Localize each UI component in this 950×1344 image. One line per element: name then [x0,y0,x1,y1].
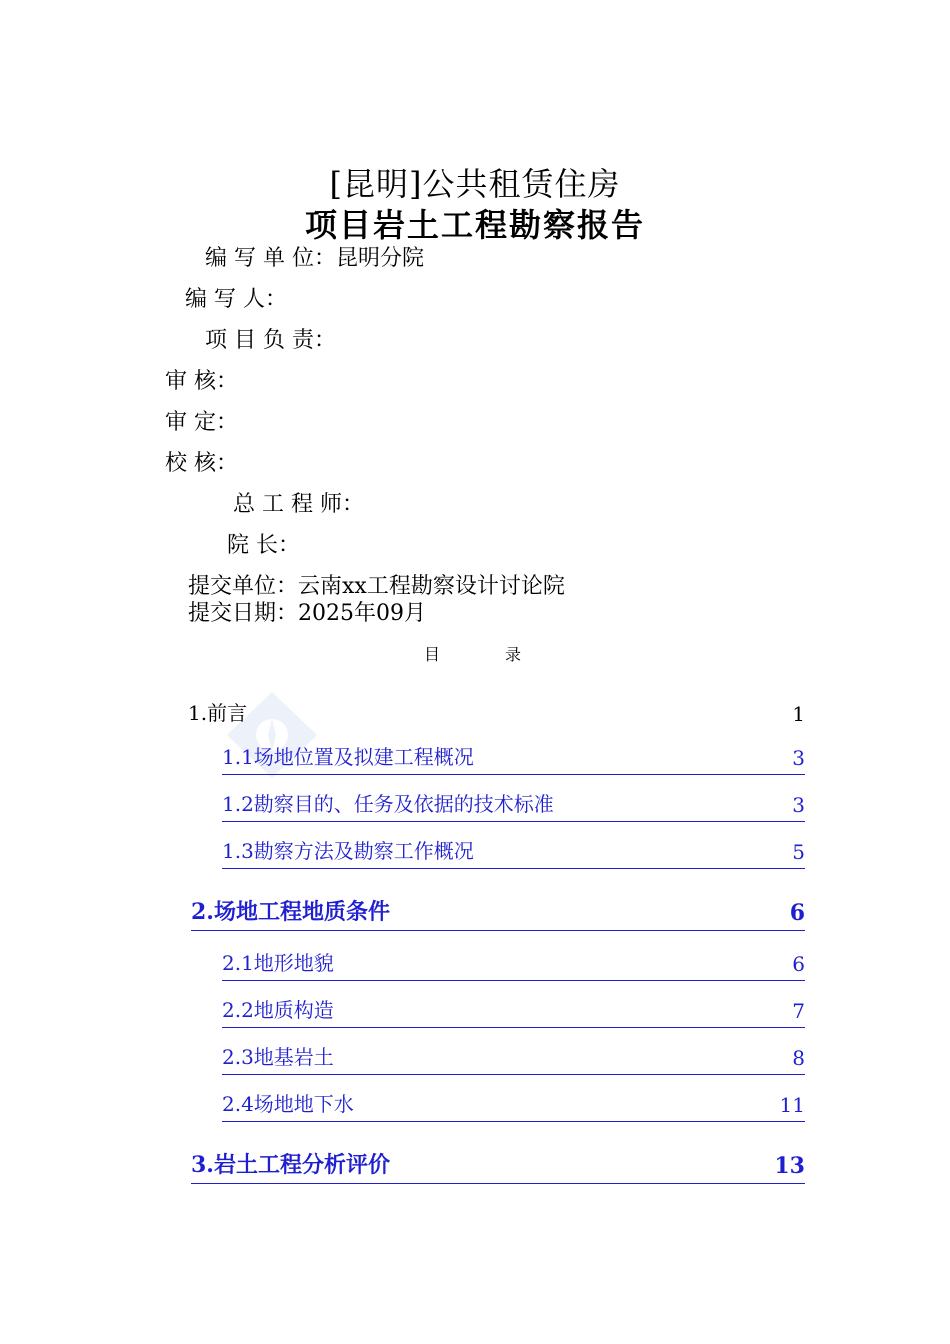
toc-entry-text: 3.岩土工程分析评价 [191,1152,390,1178]
title-line-2: 项目岩土工程勘察报告 [304,206,645,244]
toc-entry-page: 11 [779,1093,805,1117]
president-field: 院 长： [227,533,300,558]
toc-entry-text: 2.场地工程地质条件 [191,899,390,925]
toc-entry-text: 1.3勘察方法及勘察工作概况 [222,839,474,863]
toc-entry-1-2[interactable] [222,791,805,822]
author-field: 编 写 人： [185,287,287,312]
toc-entry-page: 7 [792,999,805,1023]
toc-entry-page: 1 [792,702,805,726]
toc-entry-preface[interactable] [188,700,805,730]
toc-entry-text: 2.2地质构造 [222,998,334,1022]
toc-entry-text: 2.3地基岩土 [222,1045,334,1069]
toc-entry-1-3[interactable] [222,838,805,869]
submit-unit: 提交单位：云南xx工程勘察设计讨论院 [188,574,565,599]
toc-entry-3[interactable] [191,1153,805,1184]
toc-entry-page: 5 [792,840,805,864]
submit-date: 提交日期：2025年09月 [188,601,426,626]
toc-entry-page: 13 [774,1153,805,1179]
toc-entry-page: 3 [792,746,805,770]
toc-entry-page: 6 [792,952,805,976]
toc-entry-2[interactable] [191,900,805,931]
reviewer-field: 审 核： [165,369,238,394]
toc-entry-text: 2.4场地地下水 [222,1092,354,1116]
project-lead-field: 项 目 负 责： [205,328,336,353]
toc-entry-text: 1.前言 [188,701,248,725]
toc-entry-text: 1.1场地位置及拟建工程概况 [222,745,474,769]
toc-entry-2-2[interactable] [222,997,805,1028]
toc-heading: 目 录 [423,645,552,664]
toc-entry-1-1[interactable] [222,744,805,775]
approver-field: 审 定： [165,410,238,435]
compile-unit: 编 写 单 位：昆明分院 [205,246,424,271]
toc-entry-2-4[interactable] [222,1091,805,1122]
toc-entry-page: 6 [789,900,805,926]
toc-entry-2-1[interactable] [222,950,805,981]
toc-entry-text: 1.2勘察目的、任务及依据的技术标准 [222,792,554,816]
toc-entry-text: 2.1地形地貌 [222,951,334,975]
chief-engineer-field: 总 工 程 师： [233,492,364,517]
title-line-1: [昆明]公共租赁住房 [329,165,621,203]
toc-entry-2-3[interactable] [222,1044,805,1075]
checker-field: 校 核： [165,451,238,476]
toc-entry-page: 8 [792,1046,805,1070]
toc-entry-page: 3 [792,793,805,817]
